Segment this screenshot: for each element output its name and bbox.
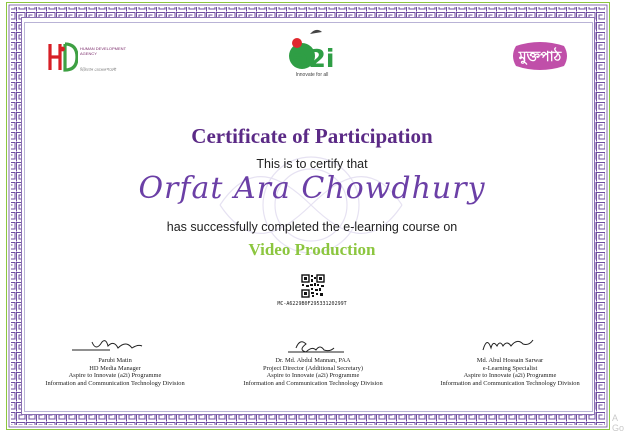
signatory-3-name: Md. Abul Hossain Sarwar xyxy=(476,357,544,364)
overlay-text-line-2: Go xyxy=(612,423,624,433)
certify-text: This is to certify that xyxy=(256,157,368,171)
signatory-1-name: Parubi Matin xyxy=(98,357,132,364)
completion-text: has successfully completed the e-learning course on xyxy=(166,220,458,234)
qr-code xyxy=(301,274,325,298)
muktopaath-logo-text: মুক্তপাঠ xyxy=(518,49,562,65)
signatory-2-division: Information and Communication Technology Division xyxy=(243,379,383,387)
a2i-tagline: Innovate for all xyxy=(295,72,329,78)
certificate-id: MC-A6229B0F29533120299T xyxy=(277,301,347,307)
overlay-text-line-1: A xyxy=(612,413,619,423)
hd-logo-text: HUMAN DEVELOPMENT AGENCY xyxy=(80,46,126,56)
a2i-logo-mark xyxy=(284,26,340,72)
muktopaath-logo xyxy=(510,40,570,72)
signature-1 xyxy=(70,336,160,354)
signatory-1-division: Information and Communication Technology Division xyxy=(45,379,185,387)
overlay-text xyxy=(612,413,624,433)
certificate-title: Certificate of Participation xyxy=(191,124,433,148)
signatory-1-program: Aspire to Innovate (a2i) Programme xyxy=(68,372,162,380)
a2i-logo-letters: a2i xyxy=(291,44,335,72)
hd-logo xyxy=(48,40,128,76)
signatory-2-program: Aspire to Innovate (a2i) Programme xyxy=(266,372,360,380)
signatory-3-program: Aspire to Innovate (a2i) Programme xyxy=(463,372,557,380)
a2i-logo xyxy=(284,26,340,84)
hd-logo-mark xyxy=(48,40,78,74)
signatory-3-title: e-Learning Specialist xyxy=(482,364,538,372)
signatory-2-title: Project Director (Additional Secretary) xyxy=(263,364,363,372)
signatory-3-division: Information and Communication Technology Division xyxy=(440,379,580,387)
signatory-block-1 xyxy=(20,336,210,387)
signatory-block-3 xyxy=(415,336,605,387)
signatory-2-name: Dr. Md. Abdul Mannan, PAA xyxy=(275,357,351,364)
course-name: Video Production xyxy=(248,240,376,259)
signature-3 xyxy=(465,336,555,354)
signatory-1-title: HD Media Manager xyxy=(89,364,141,372)
signatory-block-2 xyxy=(218,336,408,387)
recipient-name: Orfat Ara Chowdhury xyxy=(138,171,486,206)
hd-logo-subtext: হিউম্যান ডেভেলপমেন্ট xyxy=(80,67,117,72)
signature-2 xyxy=(268,336,358,354)
